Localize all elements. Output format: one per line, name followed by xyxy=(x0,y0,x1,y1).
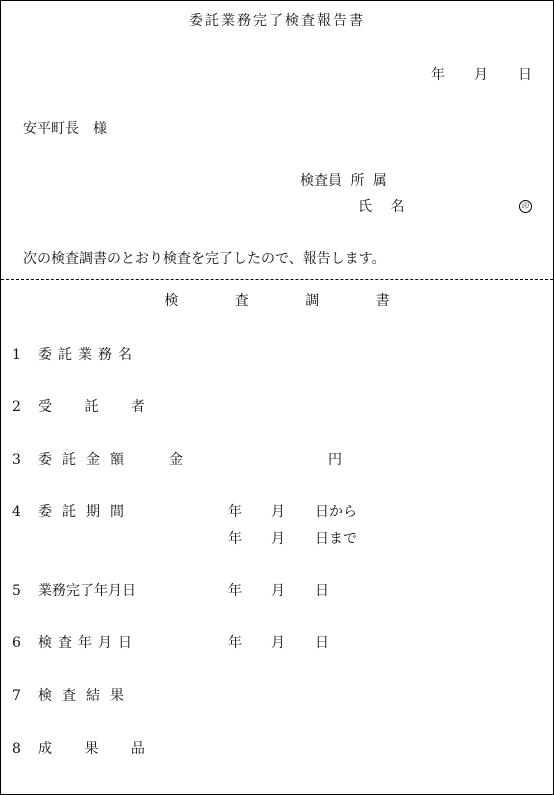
item-5-number: 5 xyxy=(12,583,21,599)
inspector-affiliation-label: 検査員 所 属 xyxy=(300,173,387,189)
item-6-day: 日 xyxy=(315,635,329,651)
report-statement: 次の検査調書のとおり検査を完了したので、報告します。 xyxy=(23,251,386,267)
item-4-from-year: 年 xyxy=(228,504,242,520)
item-5-year: 年 xyxy=(228,583,242,599)
inspector-name-label: 氏 名 xyxy=(358,199,405,215)
item-8-number: 8 xyxy=(12,741,21,757)
report-date-day: 日 xyxy=(518,67,532,83)
item-7-label: 検査結果 xyxy=(38,688,134,704)
item-2-label: 受 託 者 xyxy=(38,399,145,415)
item-5-day: 日 xyxy=(315,583,329,599)
item-2-number: 2 xyxy=(12,399,21,415)
item-4-from-date xyxy=(228,504,357,520)
addressee: 安平町長 様 xyxy=(23,121,107,137)
seal-mark: 印 xyxy=(519,200,532,213)
item-4-to-day: 日まで xyxy=(315,531,357,547)
item-5-date xyxy=(228,583,329,599)
item-3-label: 委託金額 xyxy=(38,452,134,468)
item-4-number: 4 xyxy=(12,504,21,520)
item-1-number: 1 xyxy=(12,347,21,363)
item-5-month: 月 xyxy=(271,583,285,599)
item-4-from-month: 月 xyxy=(271,504,285,520)
item-6-date xyxy=(228,635,329,651)
item-3-amount-unit: 円 xyxy=(328,452,342,468)
item-4-label: 委託期間 xyxy=(38,504,134,520)
item-3-number: 3 xyxy=(12,452,21,468)
item-1-label: 委託業務名 xyxy=(38,347,138,363)
item-6-month: 月 xyxy=(271,635,285,651)
cut-line-divider xyxy=(1,279,553,280)
item-8-label: 成 果 品 xyxy=(38,741,145,757)
report-date-year: 年 xyxy=(431,67,445,83)
item-6-label: 検査年月日 xyxy=(38,635,138,651)
report-date xyxy=(431,67,532,83)
item-5-label: 業務完了年月日 xyxy=(38,583,136,599)
item-4-to-year: 年 xyxy=(228,531,242,547)
record-title: 検 査 調 書 xyxy=(164,293,390,309)
item-6-number: 6 xyxy=(12,635,21,651)
report-title: 委託業務完了検査報告書 xyxy=(189,13,365,29)
report-date-month: 月 xyxy=(474,67,488,83)
item-6-year: 年 xyxy=(228,635,242,651)
item-3-amount-prefix: 金 xyxy=(169,452,183,468)
item-4-from-day: 日から xyxy=(315,504,357,520)
item-7-number: 7 xyxy=(12,688,21,704)
item-4-to-month: 月 xyxy=(271,531,285,547)
item-4-to-date xyxy=(228,531,357,547)
